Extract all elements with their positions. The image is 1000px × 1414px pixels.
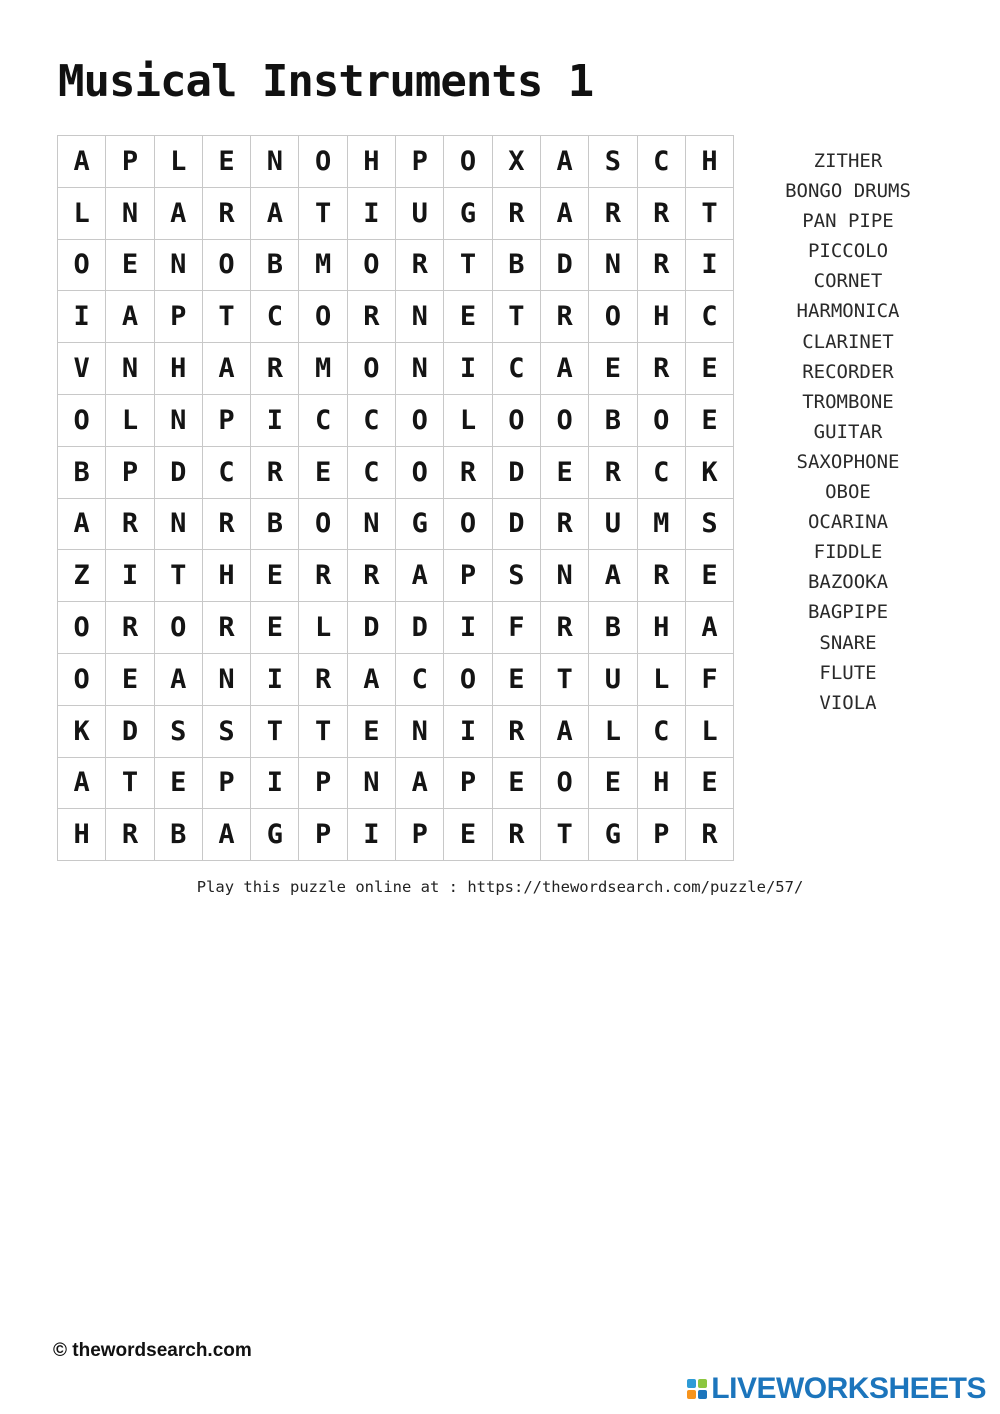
word-list-item: CLARINET [802,330,894,353]
grid-cell[interactable]: R [493,706,541,758]
grid-cell[interactable]: M [299,240,347,292]
grid-cell[interactable]: N [396,343,444,395]
grid-cell[interactable]: H [638,602,686,654]
word-list-item: FIDDLE [813,541,883,564]
grid-cell[interactable]: G [251,809,299,861]
grid-cell[interactable]: R [493,809,541,861]
word-list-item: VIOLA [819,691,877,714]
grid-cell[interactable]: A [541,188,589,240]
grid-cell[interactable]: T [106,758,154,810]
grid-cell[interactable]: N [396,706,444,758]
grid-cell[interactable]: R [493,188,541,240]
grid-cell[interactable]: K [686,447,734,499]
page-title: Musical Instruments 1 [58,56,594,107]
grid-cell[interactable]: O [541,758,589,810]
grid-cell[interactable]: R [638,188,686,240]
grid-cell[interactable]: C [638,447,686,499]
grid-cell[interactable]: P [155,291,203,343]
grid-cell[interactable]: A [541,706,589,758]
grid-cell[interactable]: A [155,188,203,240]
grid-cell[interactable]: O [541,395,589,447]
grid-cell[interactable]: P [203,758,251,810]
grid-cell[interactable]: R [251,343,299,395]
grid-cell[interactable]: E [348,706,396,758]
grid-cell[interactable]: R [589,188,637,240]
grid-cell[interactable]: P [638,809,686,861]
grid-cell[interactable]: B [58,447,106,499]
grid-cell[interactable]: A [396,550,444,602]
grid-cell[interactable]: B [589,395,637,447]
grid-cell[interactable]: E [589,343,637,395]
grid-cell[interactable]: E [493,654,541,706]
grid-cell[interactable]: B [155,809,203,861]
word-list-item: GUITAR [813,420,883,443]
grid-cell[interactable]: X [493,136,541,188]
grid-cell[interactable]: I [348,188,396,240]
grid-cell[interactable]: N [396,291,444,343]
grid-cell[interactable]: C [638,136,686,188]
grid-cell[interactable]: D [106,706,154,758]
grid-cell[interactable]: F [686,654,734,706]
grid-cell[interactable]: B [589,602,637,654]
grid-cell[interactable]: A [106,291,154,343]
copyright-text: © thewordsearch.com [53,1340,252,1361]
grid-cell[interactable]: H [638,291,686,343]
grid-cell[interactable]: T [299,188,347,240]
word-list-item: SNARE [819,631,877,654]
grid-cell[interactable]: L [155,136,203,188]
grid-cell[interactable]: M [638,499,686,551]
grid-cell[interactable]: O [348,240,396,292]
grid-cell[interactable]: T [299,706,347,758]
grid-cell[interactable]: N [348,758,396,810]
grid-cell[interactable]: N [203,654,251,706]
grid-cell[interactable]: C [493,343,541,395]
grid-cell[interactable]: U [589,499,637,551]
grid-cell[interactable]: R [444,447,492,499]
grid-cell[interactable]: C [299,395,347,447]
grid-cell[interactable]: Z [58,550,106,602]
grid-cell[interactable]: P [396,809,444,861]
grid-cell[interactable]: V [58,343,106,395]
word-list-item: HARMONICA [796,300,900,323]
grid-cell[interactable]: R [106,809,154,861]
grid-cell[interactable]: A [58,758,106,810]
grid-cell[interactable]: A [203,343,251,395]
grid-cell[interactable]: E [106,240,154,292]
grid-cell[interactable]: U [589,654,637,706]
grid-cell[interactable]: R [203,602,251,654]
grid-cell[interactable]: H [58,809,106,861]
word-list-item: FLUTE [819,661,877,684]
grid-cell[interactable]: O [58,602,106,654]
grid-cell[interactable]: E [686,343,734,395]
grid-cell[interactable]: A [686,602,734,654]
word-list-item: RECORDER [802,360,894,383]
grid-cell[interactable]: I [58,291,106,343]
grid-cell[interactable]: N [348,499,396,551]
grid-cell[interactable]: O [493,395,541,447]
grid-cell[interactable]: I [348,809,396,861]
grid-cell[interactable]: E [106,654,154,706]
word-list-item: BONGO DRUMS [785,180,911,203]
grid-cell[interactable]: T [686,188,734,240]
grid-cell[interactable]: O [58,240,106,292]
word-list [770,146,926,718]
grid-cell[interactable]: D [348,602,396,654]
grid-cell[interactable]: E [251,602,299,654]
word-list-item: PAN PIPE [802,210,894,233]
grid-cell[interactable]: E [589,758,637,810]
grid-cell[interactable]: H [203,550,251,602]
letter-grid[interactable] [57,135,734,861]
grid-cell[interactable]: P [203,395,251,447]
grid-cell[interactable]: N [155,499,203,551]
grid-cell[interactable]: I [444,706,492,758]
grid-cell[interactable]: R [203,188,251,240]
grid-cell[interactable]: R [589,447,637,499]
grid-cell[interactable]: O [299,499,347,551]
grid-cell[interactable]: E [686,395,734,447]
grid-cell[interactable]: T [155,550,203,602]
grid-cell[interactable]: R [686,809,734,861]
grid-cell[interactable]: G [396,499,444,551]
grid-cell[interactable]: C [638,706,686,758]
grid-cell[interactable]: A [541,136,589,188]
grid-cell[interactable]: A [203,809,251,861]
word-list-item: PICCOLO [807,240,889,263]
word-list-item: SAXOPHONE [796,450,900,473]
grid-cell[interactable]: L [58,188,106,240]
grid-cell[interactable]: E [155,758,203,810]
play-online-text[interactable]: Play this puzzle online at : https://thewordsearch.com/puzzle/57/ [196,878,804,896]
grid-cell[interactable]: O [299,291,347,343]
grid-cell[interactable]: I [251,395,299,447]
grid-cell[interactable]: I [106,550,154,602]
grid-cell[interactable]: N [155,395,203,447]
grid-cell[interactable]: R [638,240,686,292]
grid-cell[interactable]: P [444,550,492,602]
grid-cell[interactable]: R [541,499,589,551]
grid-cell[interactable]: G [589,809,637,861]
grid-cell[interactable]: O [444,136,492,188]
grid-cell[interactable]: B [251,240,299,292]
grid-cell[interactable]: L [686,706,734,758]
grid-cell[interactable]: A [58,499,106,551]
grid-cell[interactable]: O [203,240,251,292]
grid-cell[interactable]: P [106,136,154,188]
grid-cell[interactable]: S [203,706,251,758]
grid-cell[interactable]: C [203,447,251,499]
grid-cell[interactable]: E [299,447,347,499]
grid-cell[interactable]: R [348,291,396,343]
grid-cell[interactable]: E [251,550,299,602]
grid-cell[interactable]: I [444,343,492,395]
grid-cell[interactable]: E [493,758,541,810]
grid-cell[interactable]: O [638,395,686,447]
grid-cell[interactable]: C [251,291,299,343]
grid-cell[interactable]: E [686,758,734,810]
grid-cell[interactable]: I [251,654,299,706]
grid-cell[interactable]: O [589,291,637,343]
word-list-item: OCARINA [807,511,889,534]
grid-cell[interactable]: N [106,343,154,395]
grid-cell[interactable]: H [348,136,396,188]
grid-cell[interactable]: N [541,550,589,602]
grid-cell[interactable]: T [541,809,589,861]
grid-cell[interactable]: U [396,188,444,240]
grid-cell[interactable]: R [638,550,686,602]
grid-cell[interactable]: C [348,395,396,447]
grid-cell[interactable]: D [493,499,541,551]
grid-cell[interactable]: O [444,499,492,551]
grid-cell[interactable]: R [396,240,444,292]
grid-cell[interactable]: H [686,136,734,188]
grid-cell[interactable]: T [251,706,299,758]
grid-cell[interactable]: C [348,447,396,499]
grid-cell[interactable]: A [251,188,299,240]
grid-cell[interactable]: A [396,758,444,810]
grid-cell[interactable]: I [686,240,734,292]
grid-cell[interactable]: R [106,499,154,551]
grid-cell[interactable]: T [493,291,541,343]
grid-cell[interactable]: E [686,550,734,602]
grid-cell[interactable]: L [444,395,492,447]
liveworksheets-logo-icon [687,1379,707,1399]
grid-cell[interactable]: O [299,136,347,188]
grid-cell[interactable]: S [686,499,734,551]
grid-cell[interactable]: N [589,240,637,292]
grid-cell[interactable]: B [493,240,541,292]
grid-cell[interactable]: S [589,136,637,188]
grid-cell[interactable]: N [251,136,299,188]
grid-cell[interactable]: R [299,654,347,706]
grid-cell[interactable]: L [299,602,347,654]
grid-cell[interactable]: R [203,499,251,551]
grid-cell[interactable]: F [493,602,541,654]
grid-cell[interactable]: D [155,447,203,499]
grid-cell[interactable]: P [299,758,347,810]
grid-cell[interactable]: L [638,654,686,706]
grid-cell[interactable]: O [396,395,444,447]
grid-cell[interactable]: L [106,395,154,447]
grid-cell[interactable]: C [686,291,734,343]
grid-cell[interactable]: B [251,499,299,551]
word-list-item: ZITHER [813,150,883,172]
grid-cell[interactable]: A [348,654,396,706]
grid-cell[interactable]: P [299,809,347,861]
grid-cell[interactable]: R [299,550,347,602]
grid-cell[interactable]: A [58,136,106,188]
grid-cell[interactable]: D [493,447,541,499]
grid-cell[interactable]: R [541,291,589,343]
grid-cell[interactable]: R [251,447,299,499]
grid-cell[interactable]: D [396,602,444,654]
grid-cell[interactable]: O [348,343,396,395]
grid-cell[interactable]: E [541,447,589,499]
grid-cell[interactable]: C [396,654,444,706]
grid-cell[interactable]: P [106,447,154,499]
grid-cell[interactable]: A [541,343,589,395]
grid-cell[interactable]: T [541,654,589,706]
grid-cell[interactable]: E [444,291,492,343]
grid-cell[interactable]: O [58,654,106,706]
grid-cell[interactable]: P [444,758,492,810]
word-list-item: BAGPIPE [807,601,889,624]
grid-cell[interactable]: O [155,602,203,654]
grid-cell[interactable]: L [589,706,637,758]
grid-cell[interactable]: A [589,550,637,602]
grid-cell[interactable]: O [58,395,106,447]
grid-cell[interactable]: H [155,343,203,395]
grid-cell[interactable]: K [58,706,106,758]
grid-cell[interactable]: N [106,188,154,240]
word-list-item: BAZOOKA [807,571,889,594]
grid-cell[interactable]: N [155,240,203,292]
grid-cell[interactable]: P [396,136,444,188]
grid-cell[interactable]: S [493,550,541,602]
grid-cell[interactable]: R [541,602,589,654]
grid-cell[interactable]: S [155,706,203,758]
grid-cell[interactable]: E [444,809,492,861]
grid-cell[interactable]: O [444,654,492,706]
grid-cell[interactable]: D [541,240,589,292]
grid-cell[interactable]: R [106,602,154,654]
grid-cell[interactable]: I [251,758,299,810]
grid-cell[interactable]: T [444,240,492,292]
grid-cell[interactable]: O [396,447,444,499]
grid-cell[interactable]: E [203,136,251,188]
grid-cell[interactable]: G [444,188,492,240]
brand-name: LIVEWORKSHEETS [711,1372,986,1405]
word-list-item: TROMBONE [802,390,894,413]
word-list-item: OBOE [825,481,871,504]
liveworksheets-brand[interactable] [687,1372,986,1406]
grid-cell[interactable]: H [638,758,686,810]
word-list-item: CORNET [813,270,883,293]
grid-cell[interactable]: I [444,602,492,654]
grid-cell[interactable]: R [348,550,396,602]
grid-cell[interactable]: A [155,654,203,706]
grid-cell[interactable]: T [203,291,251,343]
grid-cell[interactable]: M [299,343,347,395]
grid-cell[interactable]: R [638,343,686,395]
